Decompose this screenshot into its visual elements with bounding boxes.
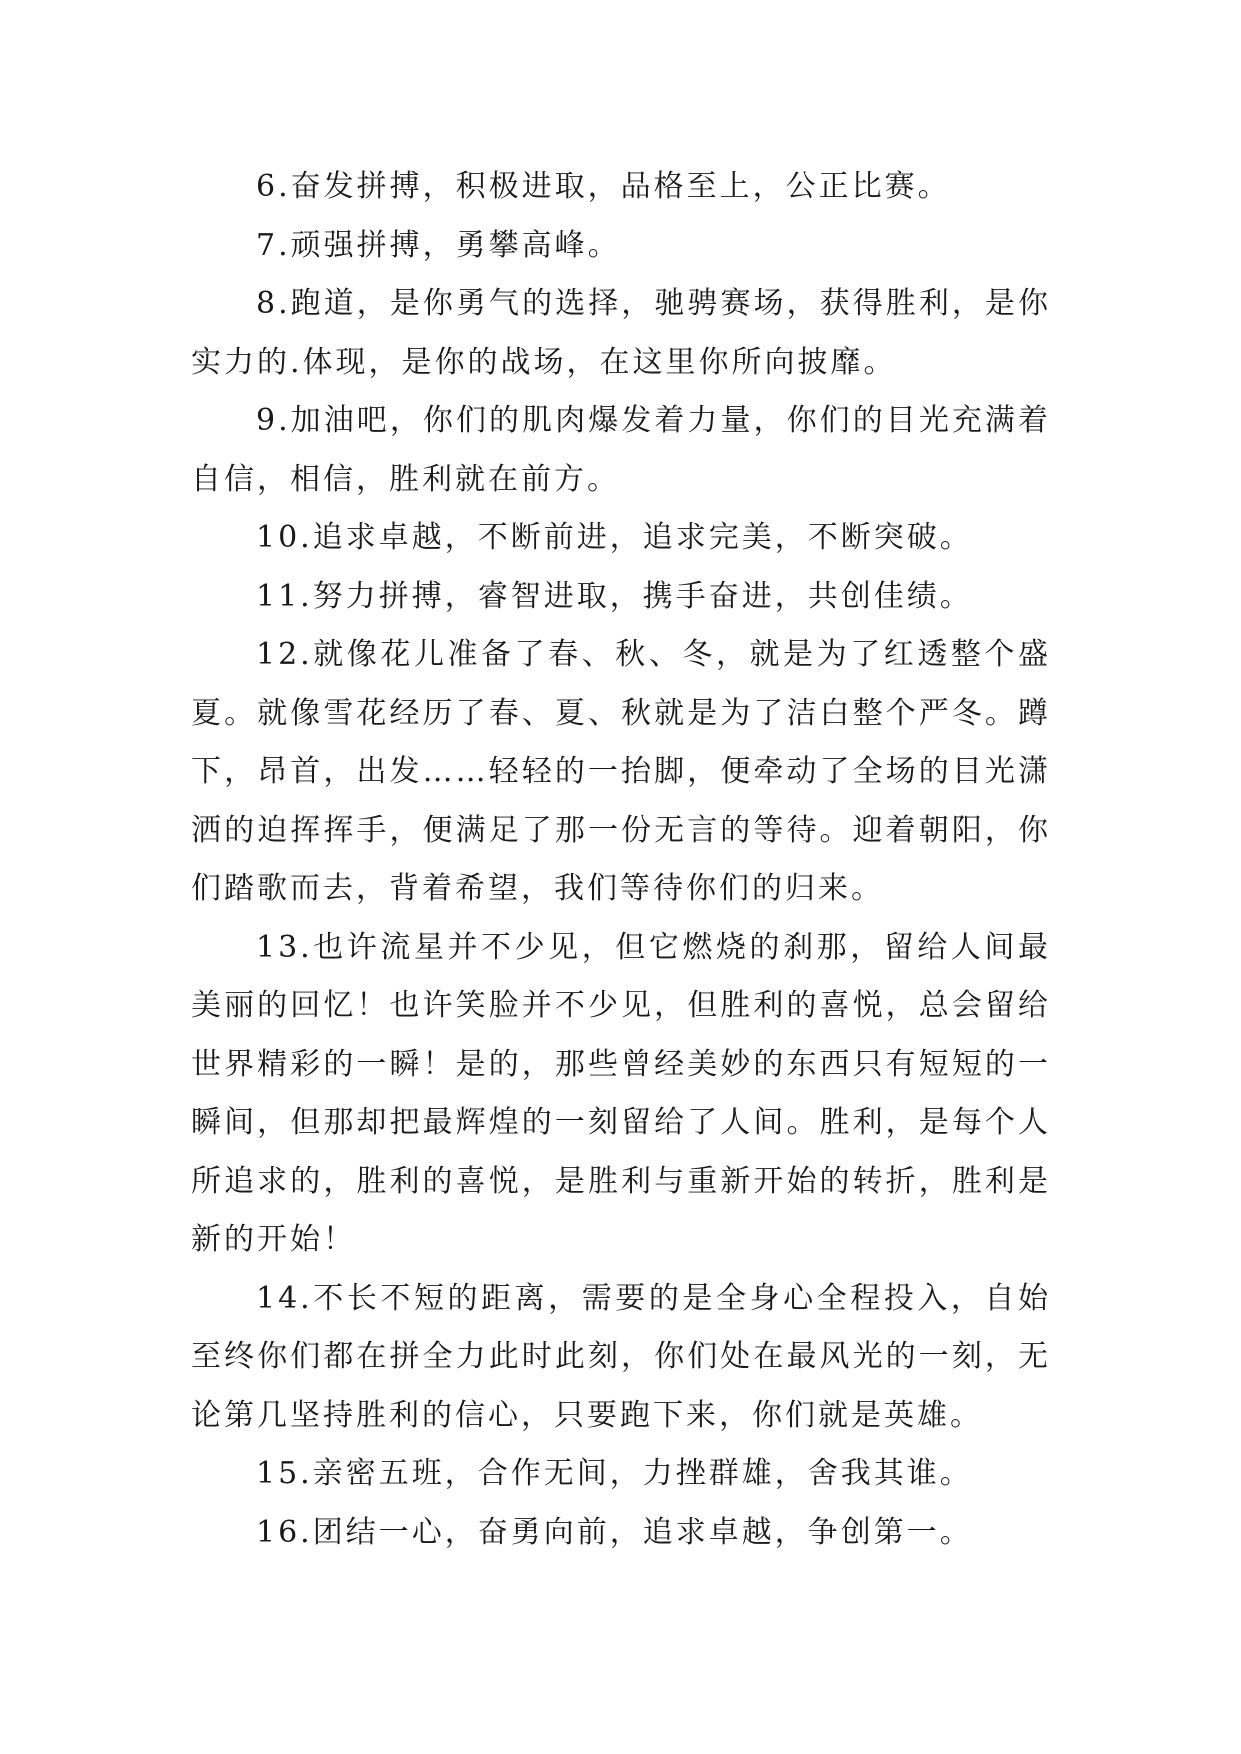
paragraph-6: 6.奋发拼搏，积极进取，品格至上，公正比赛。 bbox=[256, 169, 951, 204]
paragraph-12: 12.就像花儿准备了春、秋、冬，就是为了红透整个盛夏。就像雪花经历了春、夏、秋就是为了洁白整个严冬。蹲下，昂首，出发……轻轻的一抬脚，便牵动了全场的目光潇洒的迫挥挥手，便满足了那一份无言的等待。迎着朝阳，你们踏歌而去，背着希望，我们等待你们的归来。 bbox=[191, 637, 1051, 906]
paragraph-7: 7.顽强拼搏，勇攀高峰。 bbox=[256, 227, 621, 263]
document-body bbox=[191, 158, 1051, 1562]
paragraph-8: 8.跑道，是你勇气的选择，驰骋赛场，获得胜利，是你实力的.体现，是你的战场，在这里你所向披靡。 bbox=[191, 286, 1051, 380]
paragraph-11: 11.努力拼搏，睿智进取，携手奋进，共创佳绩。 bbox=[256, 578, 973, 614]
paragraph-16: 16.团结一心，奋勇向前，追求卓越，争创第一。 bbox=[256, 1514, 973, 1550]
paragraph-9: 9.加油吧，你们的肌肉爆发着力量，你们的目光充满着自信，相信，胜利就在前方。 bbox=[191, 403, 1051, 497]
paragraph-10: 10.追求卓越，不断前进，追求完美，不断突破。 bbox=[256, 520, 973, 555]
paragraph-15: 15.亲密五班，合作无间，力挫群雄，舍我其谁。 bbox=[256, 1456, 973, 1491]
paragraph-13: 13.也许流星并不少见，但它燃烧的刹那，留给人间最美丽的回忆！也许笑脸并不少见，但胜利的喜悦，总会留给世界精彩的一瞬！是的，那些曾经美妙的东西只有短短的一瞬间，但那却把最辉煌的一刻留给了人间。胜利，是每个人所追求的，胜利的喜悦，是胜利与重新开始的转折，胜利是新的开始！ bbox=[191, 929, 1051, 1257]
paragraph-14: 14.不长不短的距离，需要的是全身心全程投入，自始至终你们都在拼全力此时此刻，你们处在最风光的一刻，无论第几坚持胜利的信心，只要跑下来，你们就是英雄。 bbox=[191, 1280, 1051, 1433]
